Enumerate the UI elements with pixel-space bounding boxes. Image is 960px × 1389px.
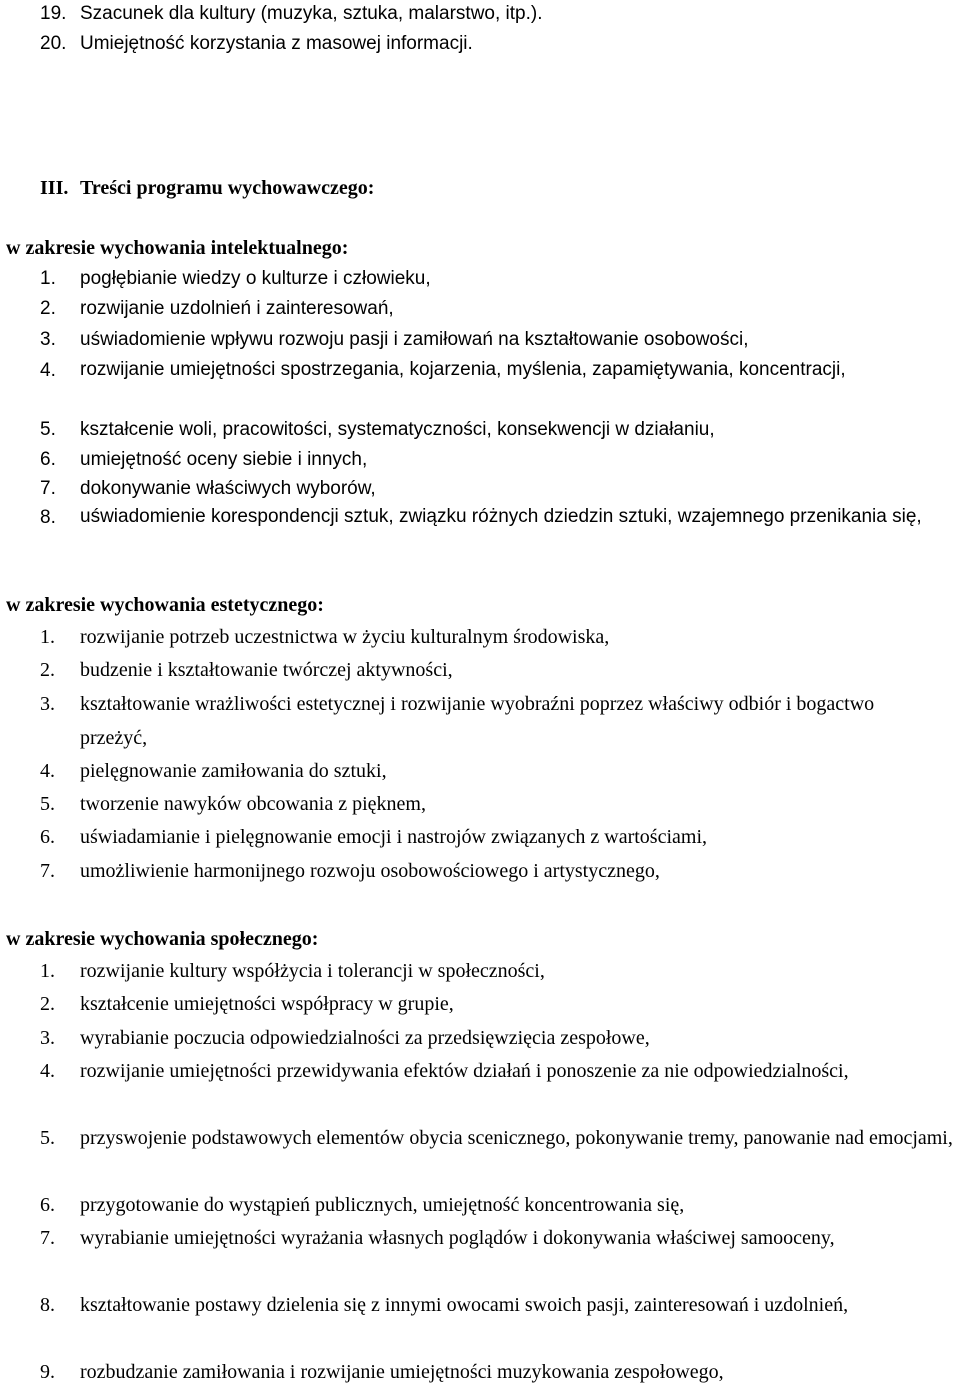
- heading-intellectual: w zakresie wychowania intelektualnego:: [6, 237, 349, 259]
- section-title: Treści programu wychowawczego:: [80, 177, 375, 199]
- list-text: pielęgnowanie zamiłowania do sztuki,: [80, 760, 387, 782]
- list-number: 1.: [40, 626, 55, 648]
- list-number: 1.: [40, 268, 56, 289]
- list-text: Umiejętność korzystania z masowej informacji.: [80, 33, 473, 54]
- list-number: 3.: [40, 329, 56, 350]
- list-text: rozbudzanie zamiłowania i rozwijanie umiejętności muzykowania zespołowego,: [80, 1361, 724, 1383]
- list-number: 20.: [40, 33, 67, 54]
- list-text: uświadomienie korespondencji sztuk, związku różnych dziedzin sztuki, wzajemnego przenikania się,: [80, 506, 922, 527]
- list-number: 2.: [40, 659, 55, 681]
- list-text: przyswojenie podstawowych elementów obycia scenicznego, pokonywanie tremy, panowanie nad emocjami,: [80, 1127, 953, 1149]
- list-number: 5.: [40, 1127, 55, 1149]
- list-text: rozwijanie umiejętności spostrzegania, kojarzenia, myślenia, zapamiętywania, koncentracji,: [80, 359, 846, 380]
- list-text: uświadamianie i pielęgnowanie emocji i nastrojów związanych z wartościami,: [80, 826, 708, 848]
- list-number: 8.: [40, 1294, 55, 1316]
- list-number: 2.: [40, 298, 56, 319]
- list-number: 4.: [40, 360, 56, 381]
- list-text: wyrabianie poczucia odpowiedzialności za przedsięwzięcia zespołowe,: [80, 1027, 650, 1049]
- list-number: 5.: [40, 793, 55, 815]
- list-number: 8.: [40, 507, 56, 528]
- list-text: kształcenie woli, pracowitości, systematyczności, konsekwencji w działaniu,: [80, 419, 715, 440]
- list-text: kształtowanie wrażliwości estetycznej i rozwijanie wyobraźni poprzez właściwy odbiór i bogactwo przeżyć,: [80, 693, 875, 749]
- heading-social: w zakresie wychowania społecznego:: [6, 928, 319, 950]
- heading-aesthetic: w zakresie wychowania estetycznego:: [6, 594, 324, 616]
- list-number: 6.: [40, 1194, 55, 1216]
- list-number: 3.: [40, 1027, 55, 1049]
- list-number: 4.: [40, 760, 55, 782]
- list-text: umożliwienie harmonijnego rozwoju osobowościowego i artystycznego,: [80, 860, 660, 882]
- list-number: 9.: [40, 1361, 55, 1383]
- list-text: pogłębianie wiedzy o kulturze i człowieku,: [80, 268, 431, 289]
- list-text: tworzenie nawyków obcowania z pięknem,: [80, 793, 426, 815]
- list-text: uświadomienie wpływu rozwoju pasji i zamiłowań na kształtowanie osobowości,: [80, 329, 749, 350]
- list-text: umiejętność oceny siebie i innych,: [80, 449, 368, 470]
- list-number: 7.: [40, 478, 56, 499]
- list-number: 7.: [40, 1227, 55, 1249]
- list-number: 6.: [40, 449, 56, 470]
- list-text: rozwijanie umiejętności przewidywania efektów działań i ponoszenie za nie odpowiedzialności,: [80, 1060, 849, 1082]
- list-number: 4.: [40, 1060, 55, 1082]
- list-number: 2.: [40, 993, 55, 1015]
- list-number: 5.: [40, 419, 56, 440]
- list-text: wyrabianie umiejętności wyrażania własnych poglądów i dokonywania właściwej samooceny,: [80, 1227, 835, 1249]
- section-numeral: III.: [40, 177, 69, 199]
- list-text: rozwijanie uzdolnień i zainteresowań,: [80, 298, 394, 319]
- list-text: budzenie i kształtowanie twórczej aktywności,: [80, 659, 453, 681]
- list-text: Szacunek dla kultury (muzyka, sztuka, malarstwo, itp.).: [80, 3, 543, 24]
- list-number: 1.: [40, 960, 55, 982]
- list-number: 6.: [40, 826, 55, 848]
- list-text: dokonywanie właściwych wyborów,: [80, 478, 376, 499]
- list-number: 7.: [40, 860, 55, 882]
- list-text: rozwijanie potrzeb uczestnictwa w życiu kulturalnym środowiska,: [80, 626, 610, 648]
- list-text: kształcenie umiejętności współpracy w grupie,: [80, 993, 454, 1015]
- list-text: kształtowanie postawy dzielenia się z innymi owocami swoich pasji, zainteresowań i uzdolnień,: [80, 1294, 849, 1316]
- list-text: przygotowanie do wystąpień publicznych, umiejętność koncentrowania się,: [80, 1194, 685, 1216]
- list-text: rozwijanie kultury współżycia i tolerancji w społeczności,: [80, 960, 545, 982]
- list-number: 3.: [40, 693, 55, 715]
- list-number: 19.: [40, 3, 67, 24]
